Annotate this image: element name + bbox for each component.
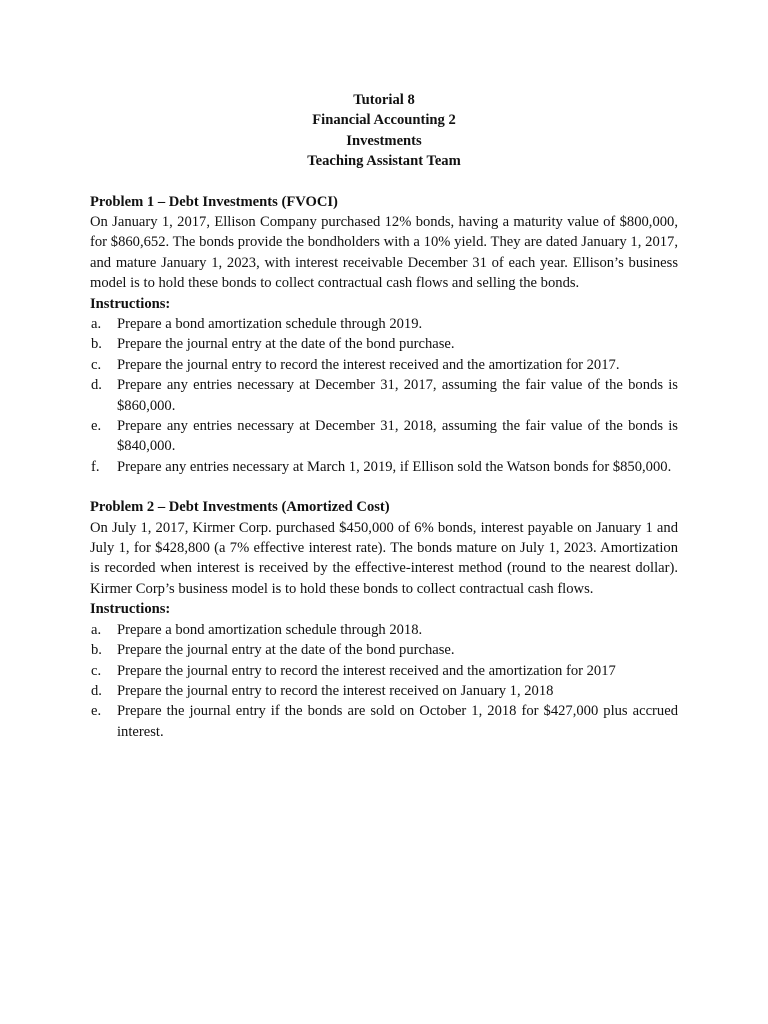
list-marker: b. [91, 336, 102, 353]
problem-2-heading: Problem 2 – Debt Investments (Amortized Cost) [90, 499, 390, 516]
list-item-text: Prepare any entries necessary at December 31, 2018, assuming the fair value of the bonds is $840,000. [117, 418, 678, 455]
title-block [90, 90, 678, 172]
list-item [90, 661, 678, 681]
tutorial-title: Tutorial 8 [353, 92, 415, 108]
list-item [90, 681, 678, 701]
list-marker: a. [91, 316, 102, 332]
list-item-text: Prepare any entries necessary at December 31, 2017, assuming the fair value of the bonds is $860,000. [117, 377, 678, 414]
list-marker: e. [91, 703, 102, 720]
problem-1-instructions-list [90, 314, 678, 477]
list-item [90, 334, 678, 354]
list-item [90, 620, 678, 640]
list-marker: c. [91, 356, 102, 373]
problem-1-body: On January 1, 2017, Ellison Company purchased 12% bonds, having a maturity value of $800,000, for $860,652. The bonds provide the bondholders with a 10% yield. They are dated January 1, 2017, and mature January 1, 2023, with interest receivable December 31 of each year. Ellison’s business model is to hold these bonds to collect contractual cash flows and selling the bonds. [90, 213, 678, 292]
list-item-text: Prepare any entries necessary at March 1, 2019, if Ellison sold the Watson bonds for $850,000. [117, 458, 672, 475]
list-item [90, 314, 678, 334]
author-line: Teaching Assistant Team [307, 153, 461, 170]
list-marker: c. [91, 662, 102, 679]
list-item [90, 701, 678, 742]
document-page [90, 90, 678, 742]
list-item [90, 416, 678, 457]
problem-2-instructions-label: Instructions: [90, 601, 171, 618]
list-item [90, 457, 678, 477]
list-marker: b. [91, 642, 102, 659]
list-item-text: Prepare the journal entry to record the interest received and the amortization for 2017. [117, 356, 620, 373]
list-item-text: Prepare the journal entry at the date of the bond purchase. [117, 642, 455, 659]
list-marker: f. [91, 458, 100, 475]
list-marker: e. [91, 418, 102, 435]
list-item-text: Prepare the journal entry to record the interest received on January 1, 2018 [117, 682, 554, 699]
problem-1-heading: Problem 1 – Debt Investments (FVOCI) [90, 193, 338, 210]
problem-1-instructions-label: Instructions: [90, 295, 171, 312]
list-item-text: Prepare the journal entry at the date of the bond purchase. [117, 336, 455, 353]
list-item-text: Prepare a bond amortization schedule through 2018. [117, 621, 423, 638]
list-item-text: Prepare the journal entry if the bonds are sold on October 1, 2018 for $427,000 plus accrued interest. [117, 703, 678, 740]
problem-2-instructions-list [90, 620, 678, 742]
list-item-text: Prepare the journal entry to record the interest received and the amortization for 2017 [117, 662, 616, 679]
list-item [90, 355, 678, 375]
course-title: Financial Accounting 2 [312, 112, 456, 129]
problem-2-section [90, 497, 678, 742]
topic-title: Investments [346, 132, 422, 149]
list-item [90, 640, 678, 660]
list-marker: d. [91, 377, 102, 394]
problem-2-body: On July 1, 2017, Kirmer Corp. purchased $450,000 of 6% bonds, interest payable on January 1 and July 1, for $428,800 (a 7% effective interest rate). The bonds mature on July 1, 2023. Amortization is recorded when interest is received by the effective-interest method (round to the nearest dollar). Kirmer Corp’s business model is to hold these bonds to collect contractual cash flows. [90, 519, 678, 597]
list-marker: a. [91, 621, 102, 638]
list-item-text: Prepare a bond amortization schedule through 2019. [117, 316, 423, 332]
problem-1-section [90, 192, 678, 478]
list-item [90, 375, 678, 416]
list-marker: d. [91, 682, 102, 699]
section-spacer [90, 477, 678, 497]
